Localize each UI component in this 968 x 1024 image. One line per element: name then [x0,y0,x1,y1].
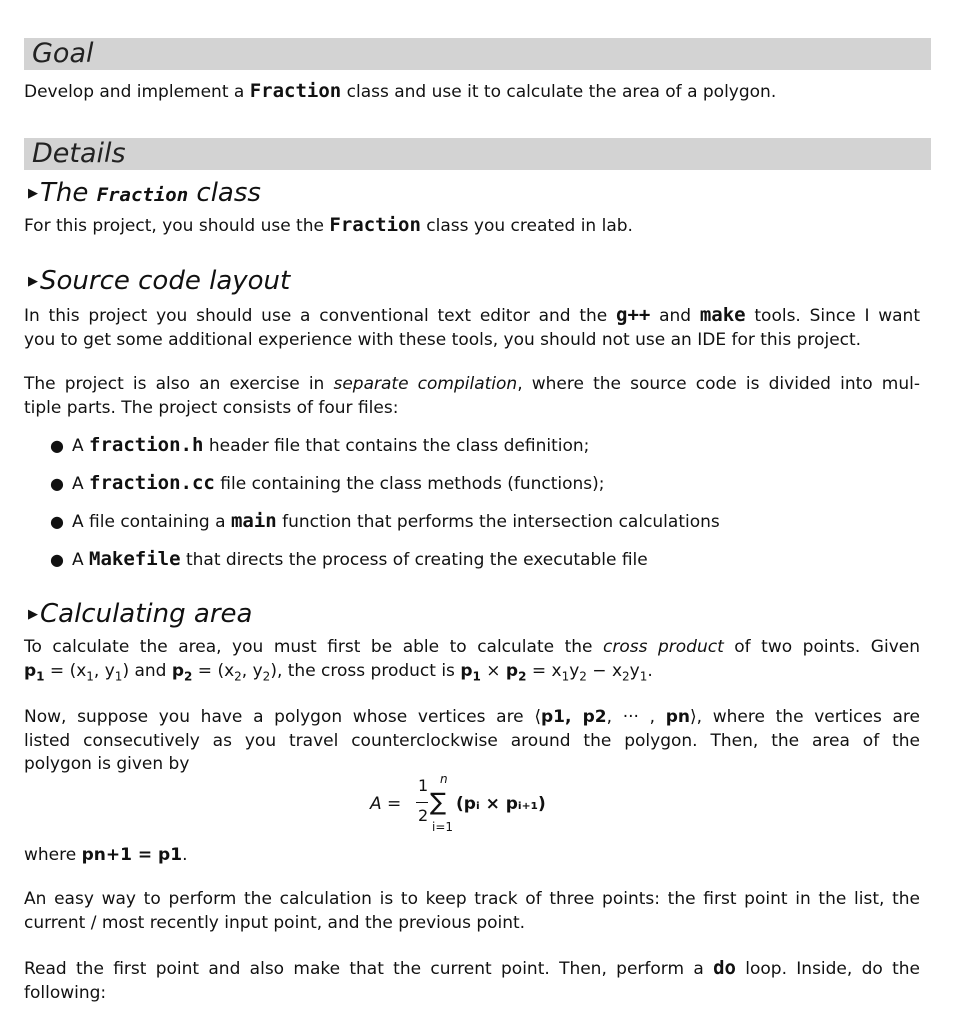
subheading-calculating-area [28,599,252,629]
code-fraction: Fraction [96,184,189,206]
text: where [24,845,82,865]
text: The [40,178,97,208]
text: header file that contains the class definition; [203,436,590,456]
where-line [24,844,920,868]
text: listed consecutively as you travel counterclockwise around the polygon. Then, the area of the [24,730,920,751]
emphasis: cross product [603,637,724,657]
bullet-icon: ● [50,436,64,455]
formula-numerator: 1 [418,776,429,795]
list-item [50,548,648,572]
list-item [50,510,720,534]
text: In this project you should use a conventional text editor and the [24,306,617,326]
triangle-right-icon: ▶ [28,186,38,201]
text: A [72,550,90,570]
code-do: do [713,957,736,979]
fraction-class-text [24,214,920,239]
text: Now, suppose you have a polygon whose vertices are ⟨ [24,707,541,727]
math: pn+1 = p1 [81,845,183,865]
section-heading-goal: Goal [24,38,931,70]
text: class and use it to calculate the area of a polygon. [341,82,777,102]
calc-paragraph-3 [24,888,920,935]
source-layout-paragraph-1 [24,304,920,352]
text: ⟩, where the vertices are [690,707,920,727]
formula-body: (pᵢ × pᵢ₊₁) [456,794,546,814]
formula-denominator: 2 [418,806,429,825]
code: Makefile [89,548,181,570]
math: pn [665,707,691,727]
sigma-icon: ∑ [430,788,447,816]
bullet-icon: ● [50,474,64,493]
sum-upper: n [440,772,448,786]
subheading-fraction-class [28,178,261,208]
text: of two points. Given [723,637,920,657]
code-gpp: g++ [616,304,651,326]
text: Calculating area [40,599,253,629]
calc-paragraph-1 [24,636,920,688]
text: that directs the process of creating the executable file [180,550,648,570]
text: A [72,474,90,494]
text: following: [24,982,107,1003]
list-item [50,472,605,496]
text: To calculate the area, you must first be able to calculate the [24,637,604,657]
text: Develop and implement a [24,82,250,102]
text: tools. Since I want [745,306,920,326]
math: p1, p2 [540,707,607,727]
area-formula [370,774,600,840]
goal-text [24,80,920,105]
calc-paragraph-2 [24,706,920,777]
text: and [650,306,700,326]
emphasis: separate compilation [333,374,518,394]
triangle-right-icon: ▶ [28,274,38,289]
math-line: $p_1 = (x_1$, $y_1$) and $p_2 = (x_2$, $y_2$), the cross product is $p_1 \times p_2 = x_1y_2 - x_2y_1$. [24,660,653,683]
triangle-right-icon: ▶ [28,607,38,622]
text: function that performs the intersection calculations [276,512,720,532]
section-heading-details: Details [24,138,931,170]
bullet-icon: ● [50,550,64,569]
code-make: make [699,304,746,326]
formula-lhs: A = [370,794,402,814]
calc-paragraph-4 [24,957,920,1005]
text: polygon is given by [24,754,190,774]
text: , where the source code is divided into mul- [517,374,920,394]
text: loop. Inside, do the [735,959,920,979]
code-fraction: Fraction [329,214,421,236]
text: An easy way to perform the calculation is to keep track of three points: the first point in the list, the [24,889,920,909]
code: main [230,510,277,532]
text: tiple parts. The project consists of four files: [24,397,399,418]
text: you to get some additional experience with these tools, you should not use an IDE for this project. [24,329,862,350]
code: fraction.cc [89,472,215,494]
bullet-icon: ● [50,512,64,531]
text: A file containing a [72,512,231,532]
text: For this project, you should use the [24,216,330,236]
text: , ··· , [606,707,666,727]
text: current / most recently input point, and the previous point. [24,912,526,933]
text: class you created in lab. [420,216,633,236]
code-fraction: Fraction [249,80,342,102]
sum-lower: i=1 [432,820,454,834]
text: Source code layout [40,266,291,296]
text: file containing the class methods (functions); [214,474,605,494]
code: fraction.h [89,434,204,456]
fraction-line [416,802,428,803]
list-item [50,434,589,458]
text: A [72,436,90,456]
text: Read the first point and also make that the current point. Then, perform a [24,959,714,979]
source-layout-paragraph-2 [24,373,920,420]
text: class [188,178,261,208]
text: . [182,845,188,865]
subheading-source-code-layout [28,266,290,296]
text: The project is also an exercise in [24,374,334,394]
